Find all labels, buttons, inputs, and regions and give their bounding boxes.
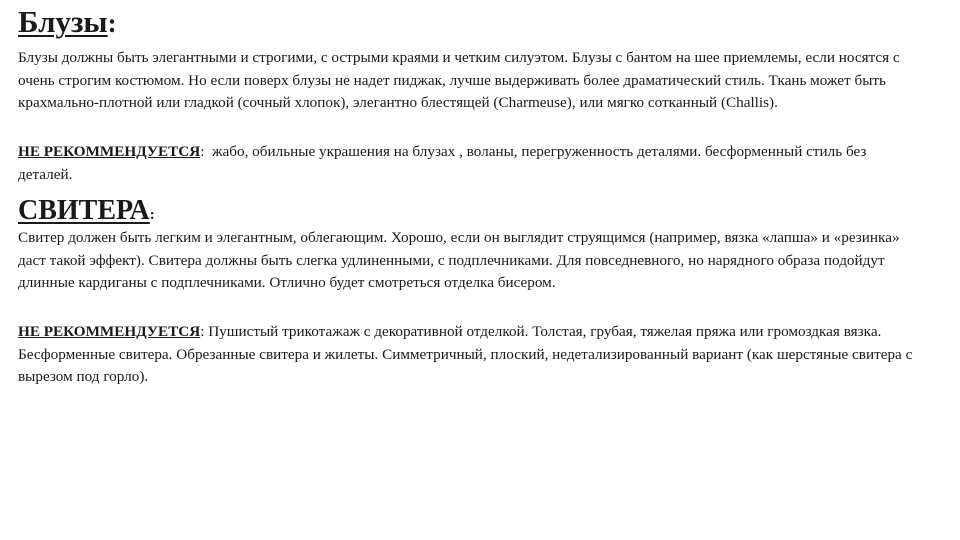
blouses-heading (18, 6, 117, 37)
sweaters-heading (18, 197, 155, 225)
blouses-not-recommended (18, 141, 918, 186)
blouses-heading-text: Блузы (18, 4, 108, 39)
sweaters-not-recommended (18, 321, 918, 389)
blouses-not-recommended-label: НЕ РЕКОММЕНДУЕТСЯ (18, 143, 201, 160)
sweaters-not-recommended-label: НЕ РЕКОММЕНДУЕТСЯ (18, 323, 201, 340)
blouses-description: Блузы должны быть элегантными и строгими, с острыми краями и четким силуэтом. Блузы с бантом на шее приемлемы, если носятся с очень строгим костюмом. Но если поверх блузы не надет пиджак, лучше выдерживать более драматический стиль. Ткань может быть крахмально-плотной или гладкой (сочный хлопок), элегантно блестящей (Charmeuse), или мягко сотканный (Challis). (18, 49, 900, 111)
sweaters-heading-colon: : (149, 207, 155, 223)
sweaters-description: Свитер должен быть легким и элегантным, облегающим. Хорошо, если он выглядит струящимся (например, вязка «лапша» и «резинка» даст такой эффект). Свитера должны быть слегка удлиненными, с подплечниками. Для повседневного, но нарядного образа подойдут длинные кардиганы с подплечниками. Отлично будет смотреться отделка бисером. (18, 229, 900, 291)
sweaters-not-recommended-separator: : (200, 323, 205, 340)
sweaters-not-recommended-text: Пушистый трикотажаж с декоративной отделкой. Толстая, грубая, тяжелая пряжа или громоздкая вязка. Бесформенные свитера. Обрезанные свитера и жилеты. Симметричный, плоский, недетализированный вариант (как шерстяные свитера с вырезом под горло). (18, 323, 917, 385)
blouses-not-recommended-text: жабо, обильные украшения на блузах , воланы, перегруженность деталями. бесформенный стиль без деталей. (18, 143, 871, 183)
blouses-heading-colon: : (107, 8, 117, 38)
blouses-not-recommended-separator: : (200, 143, 205, 160)
sweaters-heading-text: СВИТЕРА (18, 195, 150, 226)
